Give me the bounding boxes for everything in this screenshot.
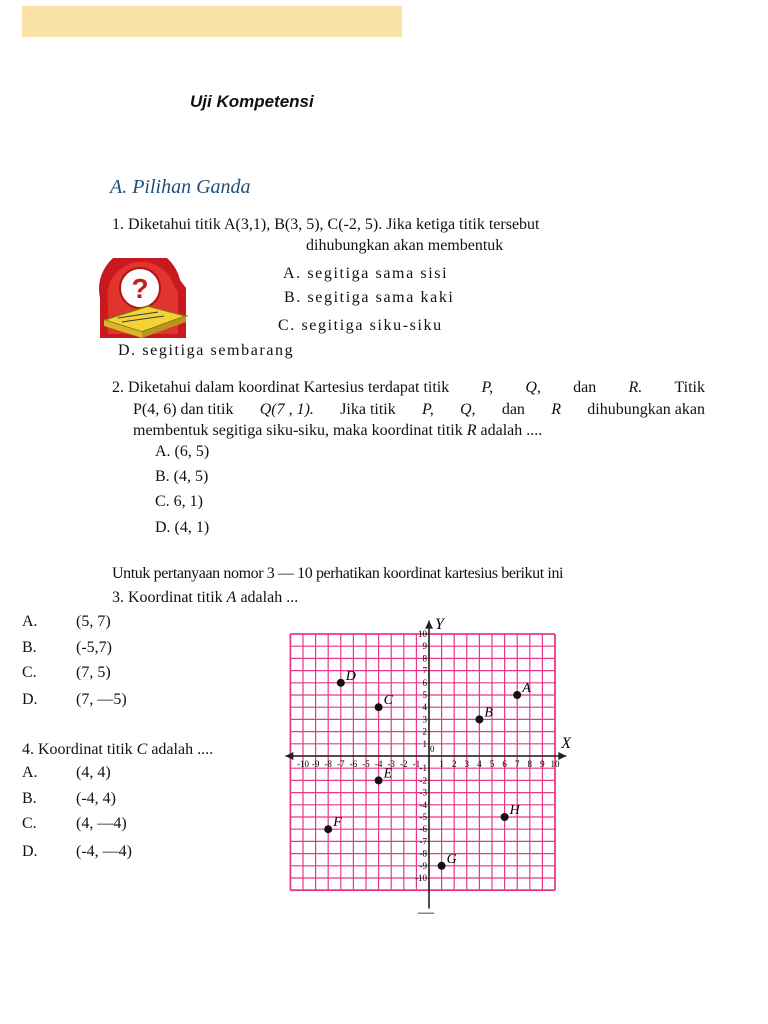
- q2-stem-line2: P(4, 6) dan titik Q(7 , 1). Jika titik P, Q, dan R dihubungkan akan: [133, 401, 705, 418]
- point-c-marker: [375, 703, 383, 711]
- x-tick-label: 4: [477, 759, 482, 769]
- x-tick-label: 3: [464, 759, 470, 769]
- point-c-label: C: [383, 693, 393, 709]
- origin-label: 0: [430, 744, 435, 754]
- y-tick-label: -6: [419, 824, 427, 835]
- x-axis-arrow-right: [558, 752, 566, 760]
- point-d-label: D: [345, 668, 356, 684]
- q4-option-a-letter: A.: [22, 764, 38, 781]
- section-title: A. Pilihan Ganda: [110, 176, 251, 198]
- point-h-marker: [501, 813, 509, 821]
- q4-option-b-letter: B.: [22, 790, 37, 807]
- y-tick-label: -4: [419, 799, 427, 810]
- point-a-marker: [513, 691, 521, 699]
- q3-option-d-letter: D.: [22, 691, 38, 708]
- x-tick-label: 10: [550, 759, 560, 769]
- q2-stem-line1: 2. Diketahui dalam koordinat Kartesius terdapat titik P, Q, dan R. Titik: [112, 379, 705, 396]
- y-tick-label: -2: [419, 775, 427, 786]
- y-tick-label: 5: [422, 690, 427, 700]
- x-tick-label: 5: [489, 759, 495, 769]
- point-e-label: E: [383, 766, 393, 782]
- x-tick-label: 8: [527, 759, 533, 769]
- q1-option-b: B. segitiga sama kaki: [284, 289, 455, 306]
- y-tick-label: 10: [418, 629, 427, 639]
- x-tick-label: 6: [502, 759, 507, 769]
- q4-stem: 4. Koordinat titik C adalah ....: [22, 741, 214, 758]
- y-tick-label: -10: [415, 873, 427, 883]
- x-axis-label: X: [561, 735, 572, 752]
- y-tick-label: 6: [422, 677, 427, 688]
- q1-stem-line1: 1. Diketahui titik A(3,1), B(3, 5), C(-2, 5). Jika ketiga titik tersebut: [112, 216, 540, 233]
- x-tick-label: -10: [297, 759, 309, 769]
- q3-option-c-value: (7, 5): [76, 664, 111, 681]
- x-tick-label: 9: [540, 759, 545, 769]
- y-tick-label: -7: [419, 836, 427, 847]
- q1-option-c: C. segitiga siku-siku: [278, 317, 443, 334]
- q3-option-a-letter: A.: [22, 613, 38, 630]
- q2-option-b: B. (4, 5): [155, 468, 209, 485]
- q1-option-d: D. segitiga sembarang: [118, 342, 295, 359]
- point-d-marker: [337, 679, 345, 687]
- svg-text:?: ?: [131, 273, 149, 304]
- q1-stem-line2: dihubungkan akan membentuk: [306, 237, 504, 254]
- y-tick-label: 2: [422, 726, 427, 737]
- q4-option-c-letter: C.: [22, 815, 37, 832]
- q3-option-a-value: (5, 7): [76, 613, 111, 630]
- q1-option-a: A. segitiga sama sisi: [283, 265, 449, 282]
- x-tick-label: -9: [311, 759, 320, 769]
- q3-option-b-value: (-5,7): [76, 639, 112, 656]
- y-tick-label: 4: [422, 702, 427, 713]
- q4-option-b-value: (-4, 4): [76, 790, 116, 807]
- y-tick-label: -5: [419, 812, 427, 822]
- q2-option-a: A. (6, 5): [155, 443, 210, 460]
- y-axis-label: Y: [435, 616, 444, 634]
- point-f-label: F: [333, 815, 342, 831]
- y-tick-label: -1: [419, 763, 427, 774]
- point-e-marker: [375, 776, 383, 784]
- y-tick-label: 8: [422, 653, 427, 664]
- x-tick-label: -4: [374, 759, 383, 769]
- x-tick-label: -2: [400, 759, 408, 769]
- x-axis-arrow-left: [285, 752, 293, 760]
- x-tick-label: 1: [439, 759, 444, 769]
- q3-option-c-letter: C.: [22, 664, 37, 681]
- q4-option-d-value: (-4, —4): [76, 843, 132, 860]
- point-b-marker: [475, 715, 483, 723]
- y-axis-arrow-top: [425, 621, 433, 629]
- y-tick-label: 3: [422, 714, 427, 725]
- x-tick-label: -3: [387, 759, 395, 769]
- q4-option-d-letter: D.: [22, 843, 38, 860]
- q3-option-d-value: (7, —5): [76, 691, 127, 708]
- x-tick-label: 7: [514, 759, 520, 769]
- q4-option-a-value: (4, 4): [76, 764, 111, 781]
- q2-option-c: C. 6, 1): [155, 493, 203, 510]
- intro-text: Untuk pertanyaan nomor 3 — 10 perhatikan koordinat kartesius berikut ini: [112, 565, 564, 582]
- q4-option-c-value: (4, —4): [76, 815, 127, 832]
- y-tick-label: 7: [422, 665, 427, 676]
- x-tick-label: -1: [412, 759, 421, 769]
- chart-points: [324, 669, 531, 870]
- x-tick-label: -7: [337, 759, 345, 769]
- point-h-label: H: [509, 803, 520, 818]
- point-f-marker: [324, 825, 332, 833]
- y-tick-label: -8: [419, 848, 427, 859]
- x-tick-label: 2: [451, 759, 457, 769]
- page-title: Uji Kompetensi: [190, 92, 314, 111]
- point-a-label: A: [522, 681, 531, 696]
- x-tick-label: -5: [362, 759, 370, 769]
- point-g-marker: [438, 862, 446, 870]
- x-tick-label: -8: [324, 759, 332, 769]
- q3-option-b-letter: B.: [22, 639, 37, 656]
- y-tick-label: -9: [419, 860, 427, 871]
- point-g-label: G: [446, 851, 457, 867]
- q2-option-d: D. (4, 1): [155, 519, 210, 536]
- y-tick-label: -3: [419, 787, 427, 798]
- point-b-label: B: [484, 705, 493, 721]
- q2-stem-line3: membentuk segitiga siku-siku, maka koordinat titik R adalah ....: [133, 422, 543, 439]
- x-tick-label: -6: [349, 759, 358, 769]
- footer-dash: —: [418, 904, 434, 921]
- y-tick-label: 9: [422, 641, 427, 652]
- q3-stem: 3. Koordinat titik A adalah ...: [112, 589, 299, 606]
- y-tick-label: 1: [422, 738, 427, 749]
